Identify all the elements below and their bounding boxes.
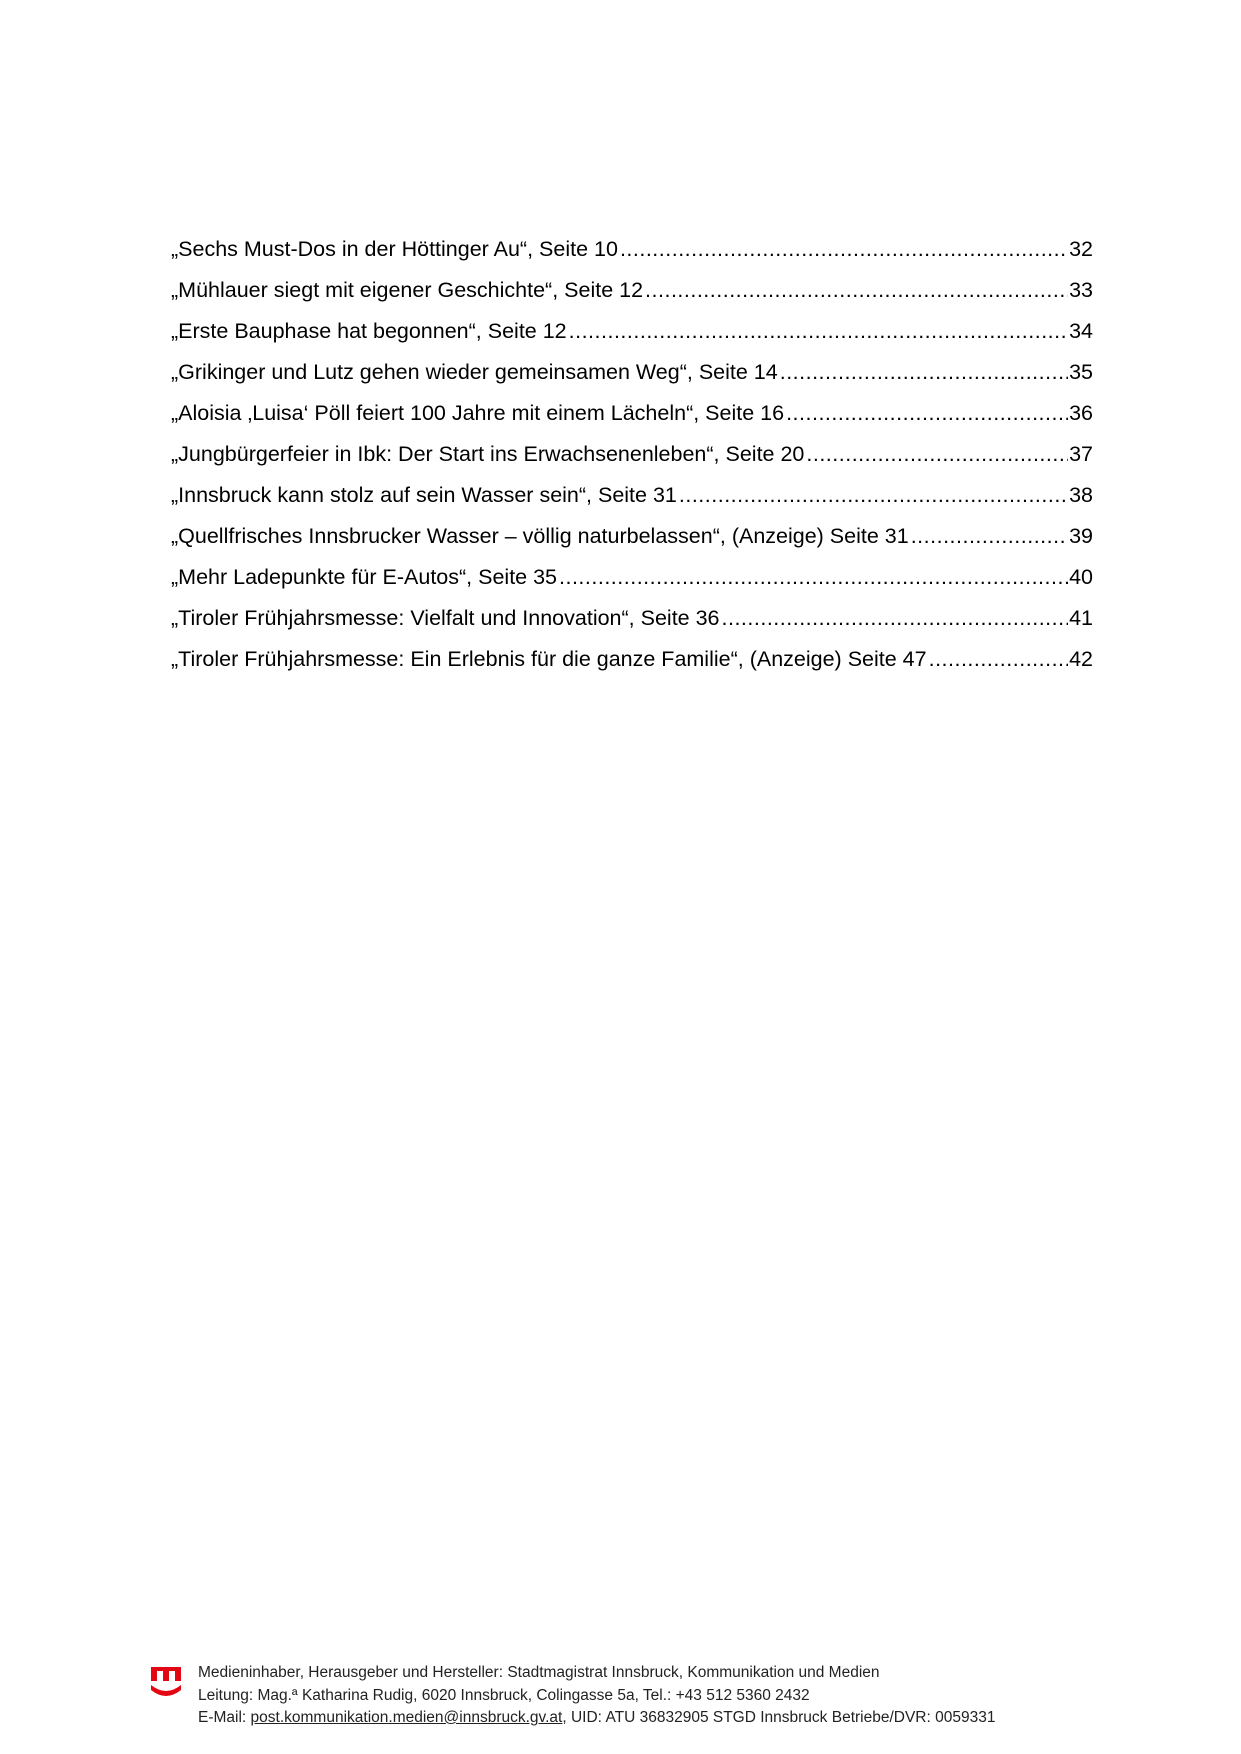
toc-entry-page: 39 bbox=[1069, 524, 1093, 548]
toc-dot-leader bbox=[929, 643, 1068, 675]
toc-entry[interactable] bbox=[171, 602, 1093, 643]
imprint-publisher: Medieninhaber, Herausgeber und Hersteller: Stadtmagistrat Innsbruck, Kommunikation und Medien bbox=[198, 1664, 880, 1681]
toc-entry-title: „Tiroler Frühjahrsmesse: Ein Erlebnis für die ganze Familie“, (Anzeige) Seite 47 bbox=[171, 647, 927, 671]
toc-entry-title: „Quellfrisches Innsbrucker Wasser – völlig naturbelassen“, (Anzeige) Seite 31 bbox=[171, 524, 909, 548]
toc-entry[interactable] bbox=[171, 233, 1093, 274]
toc-entry-title: „Tiroler Frühjahrsmesse: Vielfalt und Innovation“, Seite 36 bbox=[171, 606, 720, 630]
email-label: E-Mail: bbox=[198, 1709, 251, 1726]
toc-dot-leader bbox=[679, 479, 1068, 511]
toc-dot-leader bbox=[911, 520, 1068, 552]
toc-dot-leader bbox=[559, 561, 1068, 593]
toc-dot-leader bbox=[569, 315, 1068, 347]
toc-entry-title: „Mehr Ladepunkte für E-Autos“, Seite 35 bbox=[171, 565, 558, 589]
toc-dot-leader bbox=[806, 438, 1068, 470]
toc-entry-page: 40 bbox=[1069, 565, 1093, 589]
toc-entry-page: 33 bbox=[1069, 278, 1093, 302]
toc-entry-page: 38 bbox=[1069, 483, 1093, 507]
toc-entry[interactable] bbox=[171, 643, 1093, 684]
imprint-text bbox=[198, 1662, 995, 1730]
toc-entry-title: „Grikinger und Lutz gehen wieder gemeinsamen Weg“, Seite 14 bbox=[171, 360, 778, 384]
toc-entry-page: 36 bbox=[1069, 401, 1093, 425]
toc-dot-leader bbox=[786, 397, 1068, 429]
toc-entry-page: 37 bbox=[1069, 442, 1093, 466]
toc-entry[interactable] bbox=[171, 274, 1093, 315]
toc-dot-leader bbox=[645, 274, 1068, 306]
toc-entry-page: 41 bbox=[1069, 606, 1093, 630]
toc-entry-page: 35 bbox=[1069, 360, 1093, 384]
toc-entry-title: „Jungbürgerfeier in Ibk: Der Start ins Erwachsenenleben“, Seite 20 bbox=[171, 442, 805, 466]
toc-dot-leader bbox=[722, 602, 1069, 634]
imprint-uid: , UID: ATU 36832905 STGD Innsbruck Betriebe/DVR: 0059331 bbox=[562, 1709, 996, 1726]
imprint-management: Leitung: Mag.ª Katharina Rudig, 6020 Innsbruck, Colingasse 5a, Tel.: +43 512 5360 2432 bbox=[198, 1686, 810, 1704]
imprint-contact bbox=[198, 1707, 995, 1730]
toc-entry[interactable] bbox=[171, 479, 1093, 520]
toc-entry-title: „Aloisia ‚Luisa‘ Pöll feiert 100 Jahre mit einem Lächeln“, Seite 16 bbox=[171, 401, 785, 425]
toc-entry-page: 34 bbox=[1069, 319, 1093, 343]
toc-entry[interactable] bbox=[171, 315, 1093, 356]
email-link[interactable]: post.kommunikation.medien@innsbruck.gv.at bbox=[250, 1709, 563, 1726]
toc-entry[interactable] bbox=[171, 561, 1093, 602]
toc-entry-page: 42 bbox=[1069, 647, 1093, 671]
toc-entry[interactable] bbox=[171, 356, 1093, 397]
toc-entry-title: „Mühlauer siegt mit eigener Geschichte“, Seite 12 bbox=[171, 278, 644, 302]
toc-entry-title: „Erste Bauphase hat begonnen“, Seite 12 bbox=[171, 319, 567, 343]
toc-dot-leader bbox=[780, 356, 1068, 388]
innsbruck-city-logo-icon bbox=[150, 1664, 182, 1702]
page-footer bbox=[150, 1662, 1090, 1732]
toc-entry[interactable] bbox=[171, 520, 1093, 561]
toc-dot-leader bbox=[620, 233, 1068, 265]
toc-entry[interactable] bbox=[171, 438, 1093, 479]
toc-entry-title: „Sechs Must-Dos in der Höttinger Au“, Seite 10 bbox=[171, 237, 618, 261]
toc-entry[interactable] bbox=[171, 397, 1093, 438]
toc-entry-title: „Innsbruck kann stolz auf sein Wasser sein“, Seite 31 bbox=[171, 483, 677, 507]
toc-entry-page: 32 bbox=[1069, 237, 1093, 261]
table-of-contents bbox=[171, 233, 1093, 684]
